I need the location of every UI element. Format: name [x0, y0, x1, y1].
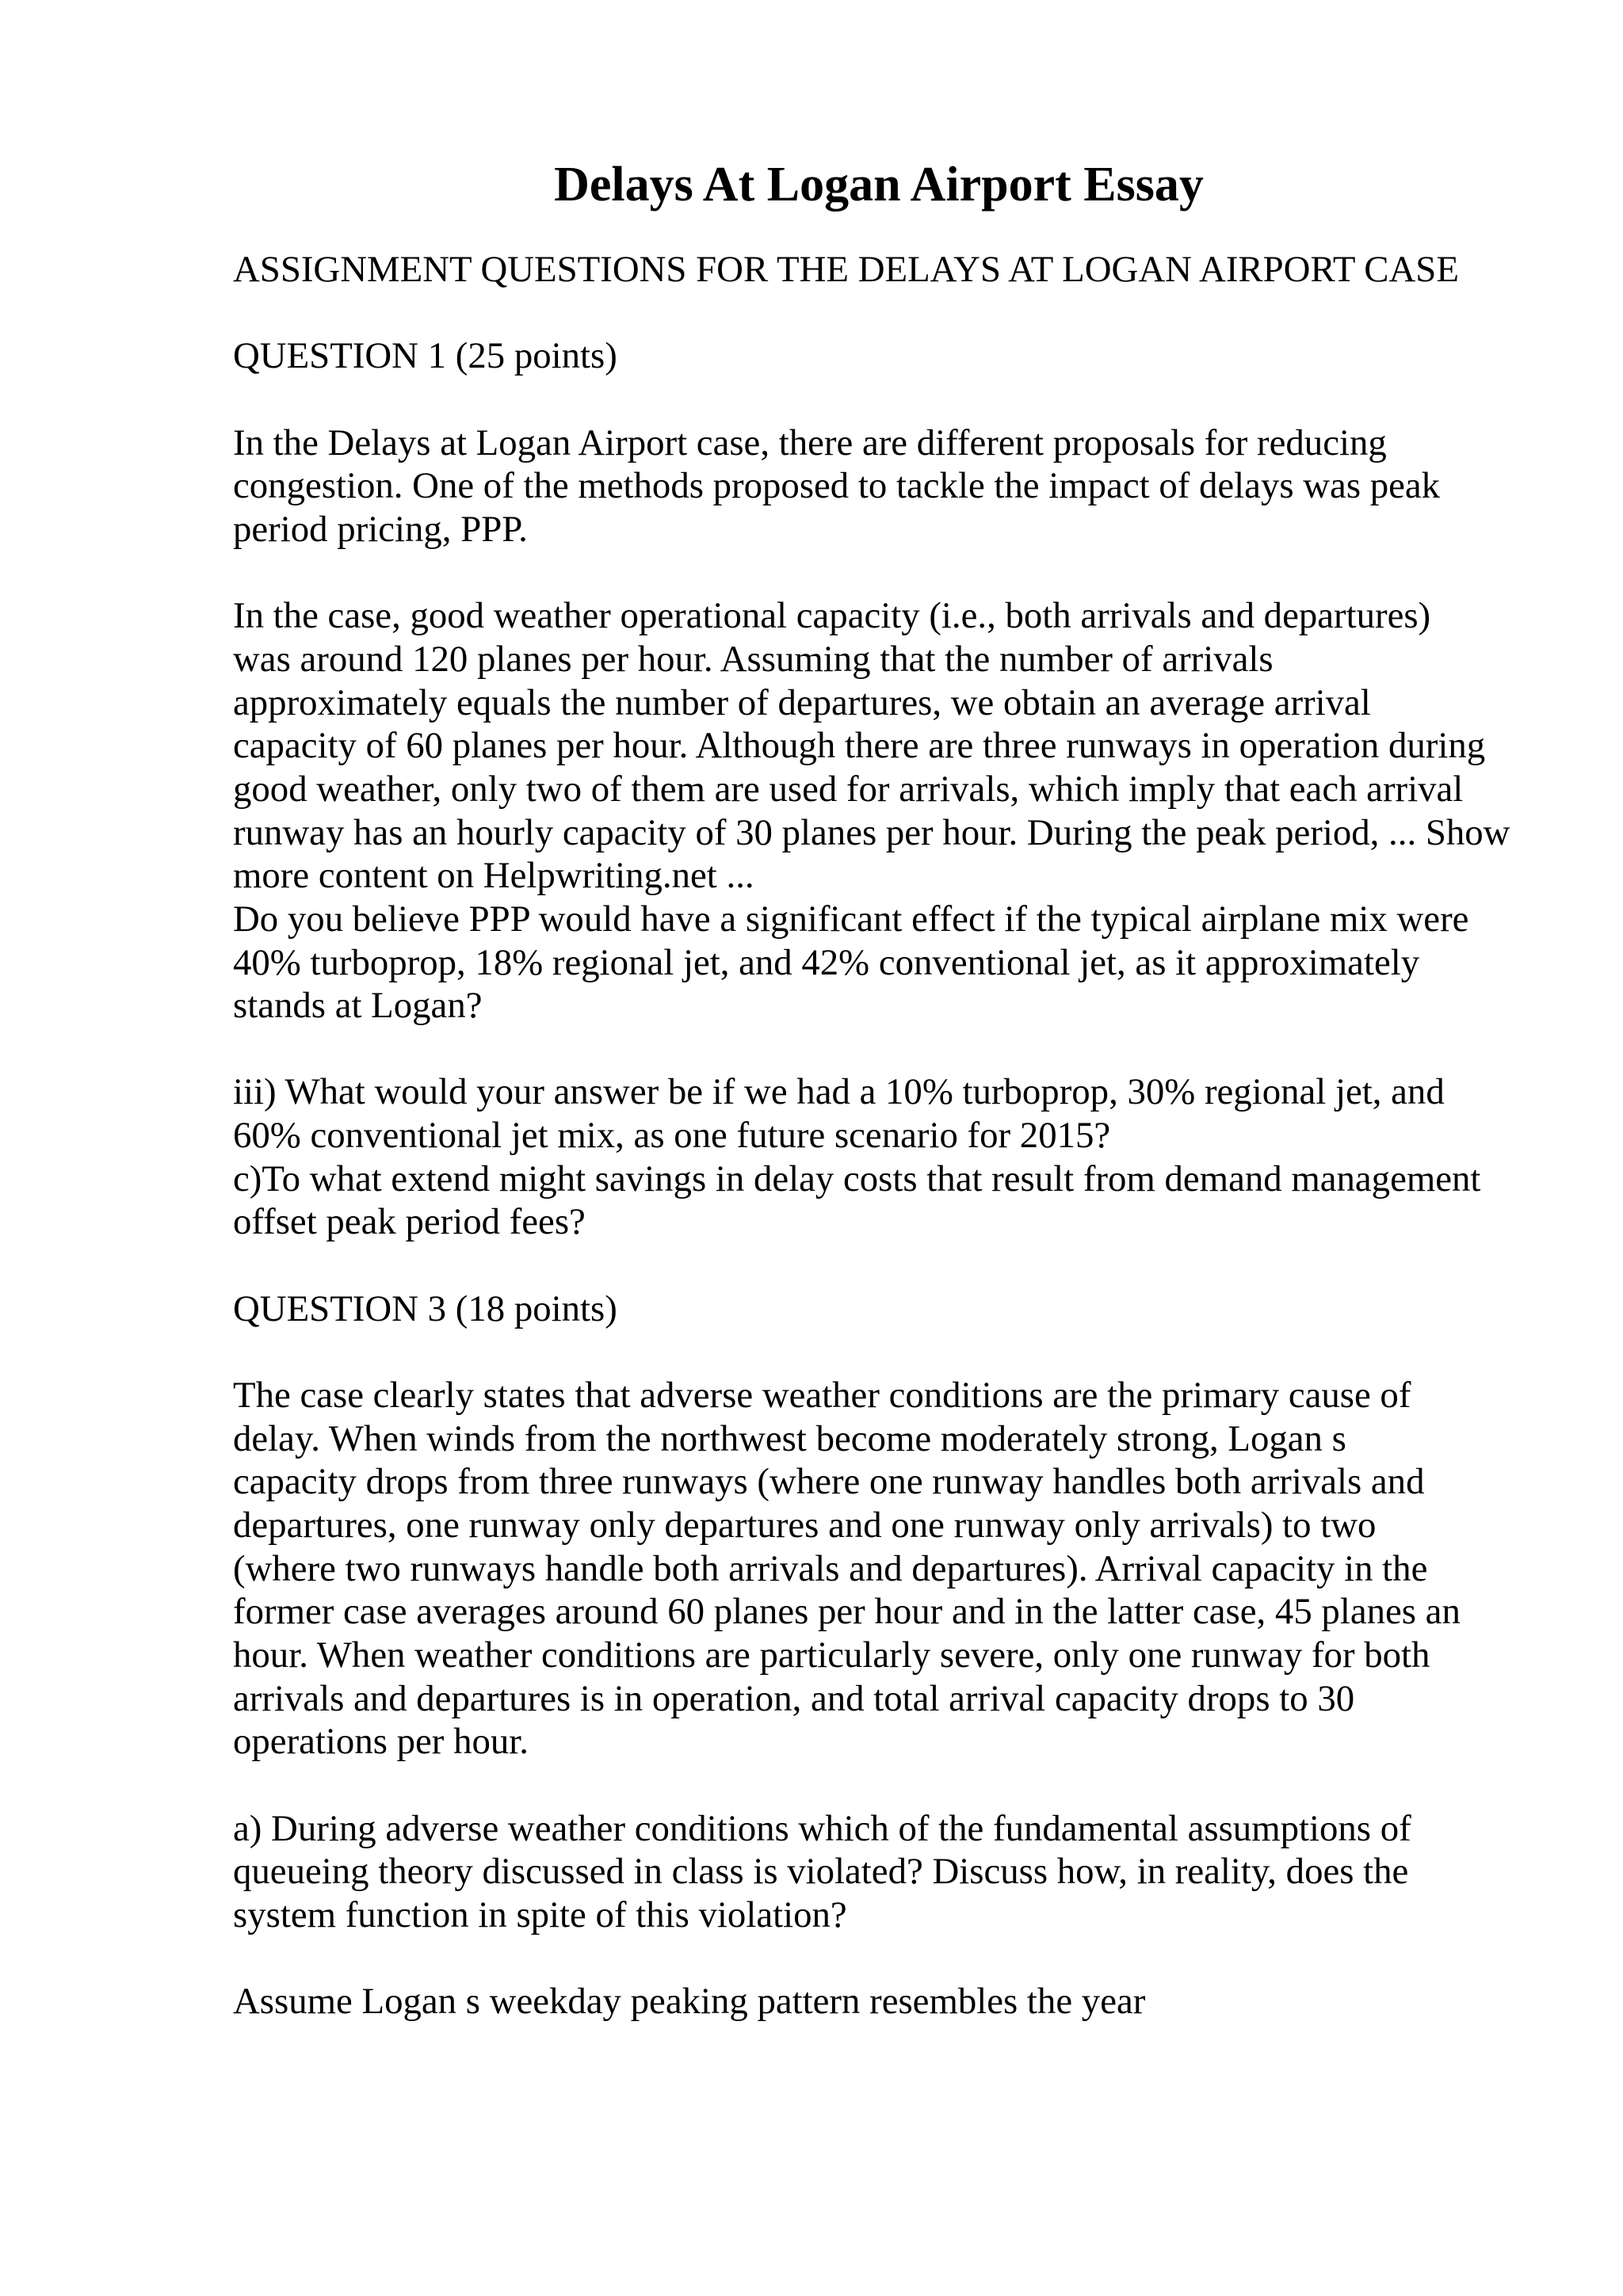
paragraph-queueing: [233, 1807, 1596, 1937]
text-line: ASSIGNMENT QUESTIONS FOR THE DELAYS AT LOGAN AIRPORT CASE: [233, 249, 1459, 290]
paragraph-scenario: [233, 1070, 1596, 1244]
text-line: capacity of 60 planes per hour. Although there are three runways in operation during: [233, 725, 1486, 767]
text-line: more content on Helpwriting.net ...: [233, 855, 754, 897]
paragraph-weather: [233, 1374, 1596, 1764]
assignment-heading: [233, 248, 1596, 292]
text-line: congestion. One of the methods proposed to tackle the impact of delays was peak: [233, 465, 1441, 507]
text-line: was around 120 planes per hour. Assuming that the number of arrivals: [233, 638, 1274, 680]
text-line: stands at Logan?: [233, 985, 483, 1027]
paragraph-peaking: [233, 1980, 1596, 2023]
text-line: hour. When weather conditions are particularly severe, only one runway for both: [233, 1634, 1430, 1676]
text-line: In the Delays at Logan Airport case, there are different proposals for reducing: [233, 421, 1387, 463]
text-line: The case clearly states that adverse weather conditions are the primary cause of: [233, 1375, 1411, 1417]
document-title: Delays At Logan Airport Essay: [554, 158, 1204, 212]
text-line: delay. When winds from the northwest become moderately strong, Logan s: [233, 1417, 1346, 1459]
text-line: period pricing, PPP.: [233, 508, 528, 550]
text-line: QUESTION 1 (25 points): [233, 335, 617, 377]
text-line: In the case, good weather operational capacity (i.e., both arrivals and departures): [233, 595, 1431, 637]
text-line: Do you believe PPP would have a significant effect if the typical airplane mix were: [233, 898, 1469, 940]
text-line: Assume Logan s weekday peaking pattern resembles the year: [233, 1981, 1146, 2023]
text-line: (where two runways handle both arrivals and departures). Arrival capacity in the: [233, 1547, 1428, 1589]
text-line: operations per hour.: [233, 1721, 529, 1763]
text-line: a) During adverse weather conditions which of the fundamental assumptions of: [233, 1807, 1411, 1849]
text-line: departures, one runway only departures and one runway only arrivals) to two: [233, 1505, 1377, 1547]
text-line: capacity drops from three runways (where one runway handles both arrivals and: [233, 1461, 1425, 1503]
text-line: arrivals and departures is in operation, and total arrival capacity drops to 30: [233, 1677, 1355, 1719]
text-line: iii) What would your answer be if we had a 10% turboprop, 30% regional jet, and: [233, 1071, 1445, 1113]
text-line: QUESTION 3 (18 points): [233, 1287, 617, 1329]
question-3-label: [233, 1287, 1596, 1331]
text-line: queueing theory discussed in class is violated? Discuss how, in reality, does the: [233, 1851, 1409, 1893]
text-line: 60% conventional jet mix, as one future scenario for 2015?: [233, 1115, 1111, 1157]
paragraph-capacity: [233, 594, 1596, 1028]
text-line: offset peak period fees?: [233, 1201, 586, 1243]
text-line: former case averages around 60 planes per hour and in the latter case, 45 planes an: [233, 1591, 1461, 1633]
question-1-label: [233, 334, 1596, 378]
text-line: system function in spite of this violation?: [233, 1894, 847, 1936]
text-line: 40% turboprop, 18% regional jet, and 42% conventional jet, as it approximately: [233, 941, 1420, 983]
text-line: runway has an hourly capacity of 30 planes per hour. During the peak period, ... Show: [233, 811, 1510, 853]
text-line: good weather, only two of them are used for arrivals, which imply that each arrival: [233, 768, 1464, 810]
text-line: approximately equals the number of departures, we obtain an average arrival: [233, 681, 1371, 723]
document-body: [233, 248, 1596, 2023]
paragraph-proposals: [233, 421, 1596, 551]
text-line: c)To what extend might savings in delay costs that result from demand management: [233, 1158, 1481, 1199]
